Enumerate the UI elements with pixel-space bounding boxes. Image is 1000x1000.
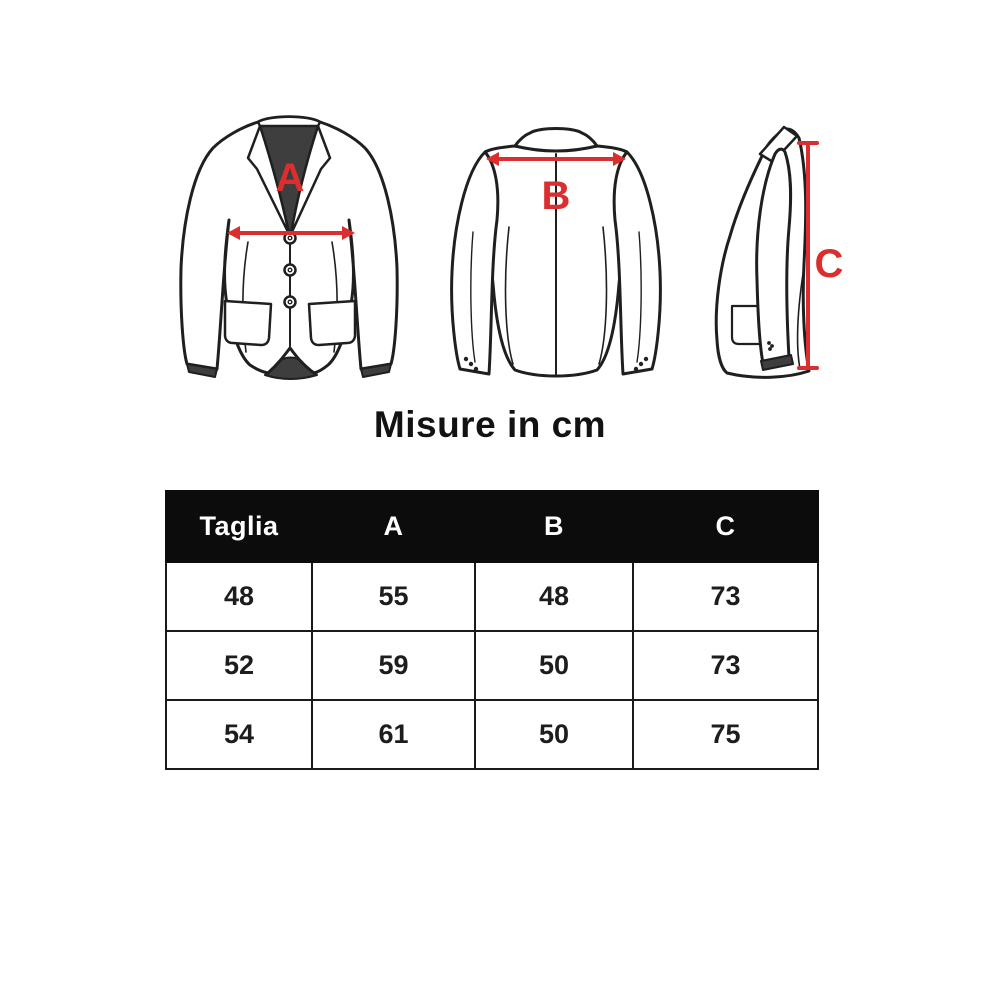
header-cell-taglia: Taglia — [166, 491, 312, 562]
header-cell-b: B — [475, 491, 633, 562]
table-cell-b: 48 — [475, 562, 633, 631]
jacket-side-diagram — [696, 110, 866, 397]
table-cell-a: 61 — [312, 700, 475, 769]
header-cell-c: C — [633, 491, 818, 562]
page-title: Misure in cm — [373, 404, 607, 445]
table-cell-a: 59 — [312, 631, 475, 700]
table-cell-a: 55 — [312, 562, 475, 631]
front-pocket-left — [225, 301, 271, 345]
jacket-front-diagram — [168, 112, 410, 384]
table-cell-size: 52 — [166, 631, 312, 700]
size-row-3 — [166, 700, 818, 769]
size-table — [165, 490, 819, 770]
header-cell-a: A — [312, 491, 475, 562]
back-sleeve-right — [614, 152, 660, 374]
table-cell-b: 50 — [475, 631, 633, 700]
table-cell-size: 48 — [166, 562, 312, 631]
measure-label-c: C — [814, 242, 844, 286]
table-cell-b: 50 — [475, 700, 633, 769]
table-cell-c: 75 — [633, 700, 818, 769]
size-row-2 — [166, 631, 818, 700]
front-collar — [258, 117, 320, 126]
back-sleeve-left — [452, 152, 498, 374]
table-cell-size: 54 — [166, 700, 312, 769]
back-collar — [515, 129, 597, 152]
table-cell-c: 73 — [633, 562, 818, 631]
front-pocket-right — [309, 301, 355, 345]
size-row-1 — [166, 562, 818, 631]
jacket-back-diagram — [433, 112, 681, 384]
measure-label-a: A — [275, 156, 305, 200]
measure-label-b: B — [541, 174, 571, 218]
table-cell-c: 73 — [633, 631, 818, 700]
size-table-header-row — [166, 491, 818, 562]
